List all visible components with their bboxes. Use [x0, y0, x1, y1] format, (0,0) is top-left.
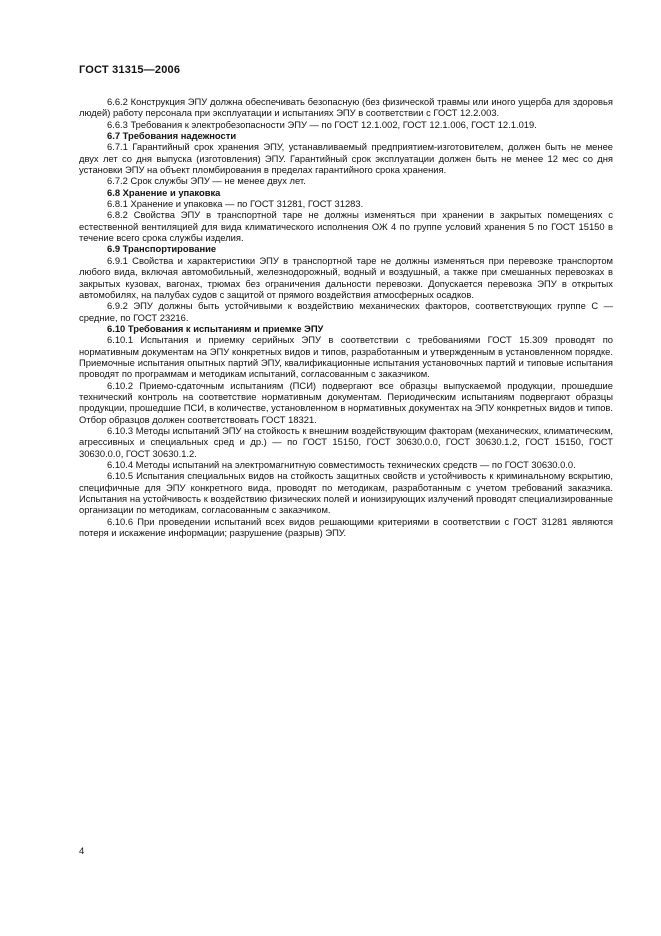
page-number: 4 [79, 846, 85, 857]
paragraph-6-10-2: 6.10.2 Приемо-сдаточным испытаниям (ПСИ) подвергают все образцы выпускаемой продукции, прошедшие технический контроль на соответствие нормативным документам. Периодическим испытаниям подвергают образцы продукции, прошедшие ПСИ, в количестве, установленном в нормативных документах на ЭПУ конкретных видов и типов. Отбор образцов должен соответствовать ГОСТ 18321. [79, 379, 613, 425]
paragraph-6-9-2: 6.9.2 ЭПУ должны быть устойчивыми к воздействию механических факторов, соответствующих группе С — средние, по ГОСТ 23216. [79, 300, 613, 323]
document-header: ГОСТ 31315—2006 [79, 64, 181, 76]
paragraph-6-10-1: 6.10.1 Испытания и приемку серийных ЭПУ в соответствии с требованиями ГОСТ 15.309 проводят по нормативным документам на ЭПУ конкретных видов и типов, разработанным и утвержденным в установленном порядке. Приемочные испытания опытных партий ЭПУ, квалификационные испытания установочных партий и типовые испытания проводят по программам и методикам испытаний, согласованным с заказчиком. [79, 334, 613, 380]
paragraph-6-7-1: 6.7.1 Гарантийный срок хранения ЭПУ, устанавливаемый предприятием-изготовителем, должен быть не менее двух лет со дня выпуска (изготовления) ЭПУ. Гарантийный срок эксплуатации должен быть не менее 12 мес со дня установки ЭПУ на объект пломбирования в пределах гарантийного срока хранения. [79, 141, 613, 176]
paragraph-6-8-2: 6.8.2 Свойства ЭПУ в транспортной таре не должны изменяться при хранении в закрытых помещениях с естественной вентиляцией для вида климатического исполнения ОЖ 4 по группе условий хранения 5 по ГОСТ 15150 в течение всего срока службы изделия. [79, 209, 613, 244]
paragraph-6-10-6: 6.10.6 При проведении испытаний всех видов решающими критериями в соответствии с ГОСТ 31281 являются потеря и искажение информации; разрушение (разрыв) ЭПУ. [79, 515, 613, 539]
document-body [79, 96, 613, 538]
paragraph-6-8-1: 6.8.1 Хранение и упаковка — по ГОСТ 31281, ГОСТ 31283. [107, 198, 364, 210]
section-heading-6-9: 6.9 Транспортирование [107, 243, 217, 255]
section-heading-6-8: 6.8 Хранение и упаковка [107, 186, 221, 198]
paragraph-6-6-3: 6.6.3 Требования к электробезопасности ЭПУ — по ГОСТ 12.1.002, ГОСТ 12.1.006, ГОСТ 12.1.019. [107, 118, 537, 130]
section-heading-6-7: 6.7 Требования надежности [107, 130, 237, 142]
paragraph-6-10-5: 6.10.5 Испытания специальных видов на стойкость защитных свойств и устойчивость к криминальному вскрытию, специфичные для ЭПУ конкретного вида, проводят по методикам, разработанным с учетом требований заказчика. Испытания на устойчивость к воздействию физических полей и ионизирующих излучений проводят специализированные организации по методикам, согласованным с заказчиком. [79, 470, 613, 516]
paragraph-6-7-2: 6.7.2 Срок службы ЭПУ — не менее двух лет. [107, 175, 306, 187]
paragraph-6-10-4: 6.10.4 Методы испытаний на электромагнитную совместимость технических средств — по ГОСТ 30630.0.0. [107, 459, 576, 470]
paragraph-6-9-1: 6.9.1 Свойства и характеристики ЭПУ в транспортной таре не должны изменяться при перевозке транспортом любого вида, включая автомобильный, железнодорожный, водный и воздушный, а также при смешанных перевозках в закрытых кузовах, вагонах, трюмах без ограничения дальности перевозки. Допускается перевозка ЭПУ в открытых автомобилях, на палубах судов с защитой от прямого воздействия атмосферных осадков. [79, 254, 613, 300]
paragraph-6-10-3: 6.10.3 Методы испытаний ЭПУ на стойкость к внешним воздействующим факторам (механических, климатическим, агрессивных и специальных сред и др.) — по ГОСТ 15150, ГОСТ 30630.0.0, ГОСТ 30630.1.2, ГОСТ 15150, ГОСТ 30630.0.0, ГОСТ 30630.1.2. [79, 424, 613, 459]
section-heading-6-10: 6.10 Требования к испытаниям и приемке ЭПУ [107, 322, 324, 334]
paragraph-6-6-2: 6.6.2 Конструкция ЭПУ должна обеспечивать безопасную (без физической травмы или иного ущерба для здоровья людей) работу персонала при эксплуатации и испытаниях ЭПУ в соответствии с ГОСТ 12.2.003. [79, 96, 613, 119]
